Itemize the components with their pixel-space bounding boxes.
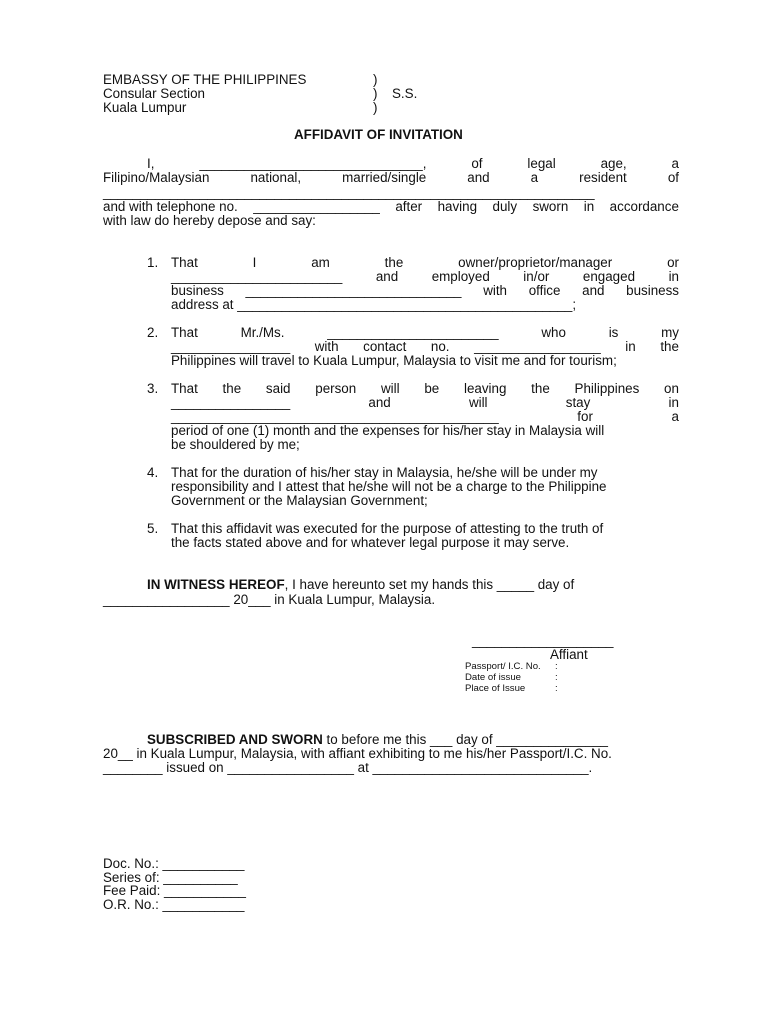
word: the xyxy=(384,255,404,270)
word: contact xyxy=(363,339,407,354)
word: no. xyxy=(430,339,450,354)
or-no: O.R. No.: ___________ xyxy=(103,897,245,912)
word: will xyxy=(468,395,488,410)
word: who xyxy=(541,325,566,340)
word: age, xyxy=(600,156,627,171)
item-number: 4. xyxy=(147,465,159,480)
word: in xyxy=(625,339,636,354)
word: in xyxy=(668,269,679,284)
item-line xyxy=(171,340,679,354)
word: sworn xyxy=(532,199,569,214)
address-blank: __________________________________________________________________ xyxy=(103,185,595,200)
word: in xyxy=(668,395,679,410)
affiant-signature-line: ___________________ xyxy=(472,633,614,648)
word: will xyxy=(380,381,400,396)
item-line xyxy=(171,256,679,270)
date-blank: ________________ xyxy=(171,395,291,410)
place-of-issue-label: Place of Issue xyxy=(465,683,526,694)
item-line: be shouldered by me; xyxy=(171,437,300,452)
word: the xyxy=(660,339,679,354)
item-line: That for the duration of his/her stay in Malaysia, he/she will be under my xyxy=(171,465,598,480)
intro-line xyxy=(103,200,679,214)
jurat-heading: SUBSCRIBED AND SWORN xyxy=(147,732,323,747)
location: Kuala Lumpur xyxy=(103,100,187,115)
word: engaged xyxy=(582,269,636,284)
item-number: 2. xyxy=(147,325,159,340)
contact-blank: _________________ xyxy=(474,339,601,354)
jurat-line: 20__ in Kuala Lumpur, Malaysia, with affiant exhibiting to me his/her Passport/I.C. No. xyxy=(103,746,612,761)
fee-paid: Fee Paid: ___________ xyxy=(103,883,246,898)
item-number: 3. xyxy=(147,381,159,396)
word: That xyxy=(171,381,198,396)
word: business xyxy=(626,283,679,298)
item-line xyxy=(171,382,679,396)
word: in/or xyxy=(523,269,550,284)
bracket: ) xyxy=(373,86,378,101)
word: duly xyxy=(492,199,518,214)
word: of xyxy=(667,170,679,185)
word: owner/proprietor/manager xyxy=(458,255,613,270)
witness-line: _________________ 20___ in Kuala Lumpur, Malaysia. xyxy=(103,592,436,607)
business-blank: _____________________________ xyxy=(245,283,462,298)
item-line xyxy=(171,410,679,424)
date-of-issue-label: Date of issue xyxy=(465,672,521,683)
word: a xyxy=(671,156,679,171)
word: a xyxy=(530,170,539,185)
word: be xyxy=(424,381,440,396)
word: resident xyxy=(579,170,627,185)
consular-section: Consular Section xyxy=(103,86,205,101)
bracket: ) xyxy=(373,72,378,87)
word: the xyxy=(531,381,550,396)
word: employed xyxy=(431,269,490,284)
colon: : xyxy=(555,672,558,683)
intro-line xyxy=(103,171,679,185)
relationship-blank: ________________ xyxy=(171,339,291,354)
word: having xyxy=(437,199,478,214)
word: accordance xyxy=(609,199,679,214)
word: is xyxy=(608,325,619,340)
word: legal xyxy=(527,156,556,171)
item-line: That this affidavit was executed for the purpose of attesting to the truth of xyxy=(171,521,604,536)
word: married/single xyxy=(342,170,427,185)
item-number: 5. xyxy=(147,521,159,536)
word: and xyxy=(375,269,399,284)
word: office xyxy=(528,283,561,298)
word: a xyxy=(671,409,679,424)
item-number: 1. xyxy=(147,255,159,270)
stay-address-blank: ____________________________________________ xyxy=(171,409,499,424)
word: and xyxy=(368,395,391,410)
word: the xyxy=(222,381,242,396)
item-line: address at _____________________________________________; xyxy=(171,297,577,312)
word: Mr./Ms. xyxy=(240,325,285,340)
jurat-clause xyxy=(147,733,608,747)
colon: : xyxy=(555,683,558,694)
word: and xyxy=(582,283,605,298)
bracket: ) xyxy=(373,100,378,115)
series-of: Series of: __________ xyxy=(103,870,238,885)
affiant-label: Affiant xyxy=(550,647,588,662)
jurat-text: to before me this ___ day of _______________ xyxy=(322,732,608,747)
word: on xyxy=(664,381,679,396)
ss-label: S.S. xyxy=(392,86,418,101)
telephone-blank: _________________ xyxy=(253,199,380,214)
item-line xyxy=(171,326,679,340)
word: stay xyxy=(565,395,591,410)
word: and xyxy=(467,170,490,185)
word: person xyxy=(315,381,357,396)
word: leaving xyxy=(463,381,507,396)
intro-line xyxy=(147,157,679,171)
word: said xyxy=(265,381,291,396)
witness-heading: IN WITNESS HEREOF xyxy=(147,577,285,592)
jurat-line: ________ issued on _________________ at _____________________________. xyxy=(103,760,593,775)
intro-line: with law do hereby depose and say: xyxy=(103,213,316,228)
word: Philippines xyxy=(574,381,640,396)
item-line xyxy=(171,396,679,410)
passport-label: Passport/ I.C. No. xyxy=(465,661,541,672)
item-line: period of one (1) month and the expenses for his/her stay in Malaysia will xyxy=(171,423,605,438)
word: after xyxy=(395,199,423,214)
item-line: the facts stated above and for whatever legal purpose it may serve. xyxy=(171,535,570,550)
word: am xyxy=(311,255,330,270)
word: for xyxy=(577,409,593,424)
embassy-name: EMBASSY OF THE PHILIPPINES xyxy=(103,72,307,87)
word: I xyxy=(252,255,257,270)
business-name-blank: _______________________ xyxy=(171,269,343,284)
word: That xyxy=(171,255,198,270)
document-title: AFFIDAVIT OF INVITATION xyxy=(294,127,463,142)
item-line: Philippines will travel to Kuala Lumpur, Malaysia to visit me and for tourism; xyxy=(171,353,617,368)
word: That xyxy=(171,325,198,340)
word: Filipino/Malaysian xyxy=(103,170,210,185)
word: in xyxy=(583,199,595,214)
word: business xyxy=(171,283,224,298)
guest-name-blank: _______________________ xyxy=(327,325,499,340)
word: and with telephone no. xyxy=(103,199,238,214)
colon: : xyxy=(555,661,558,672)
word: I, xyxy=(147,156,155,171)
word: with xyxy=(483,283,508,298)
item-line xyxy=(171,270,679,284)
word: of xyxy=(471,156,483,171)
item-line: Government or the Malaysian Government; xyxy=(171,493,428,508)
word: my xyxy=(661,325,679,340)
doc-no: Doc. No.: ___________ xyxy=(103,856,245,871)
affiant-name-blank: ______________________________, xyxy=(199,156,427,171)
word: with xyxy=(314,339,339,354)
word: national, xyxy=(250,170,302,185)
witness-clause xyxy=(147,578,574,592)
item-line xyxy=(171,284,679,298)
item-line: responsibility and I attest that he/she will not be a charge to the Philippine xyxy=(171,479,607,494)
word: or xyxy=(667,255,679,270)
witness-text: , I have hereunto set my hands this _____ day of xyxy=(284,577,575,592)
